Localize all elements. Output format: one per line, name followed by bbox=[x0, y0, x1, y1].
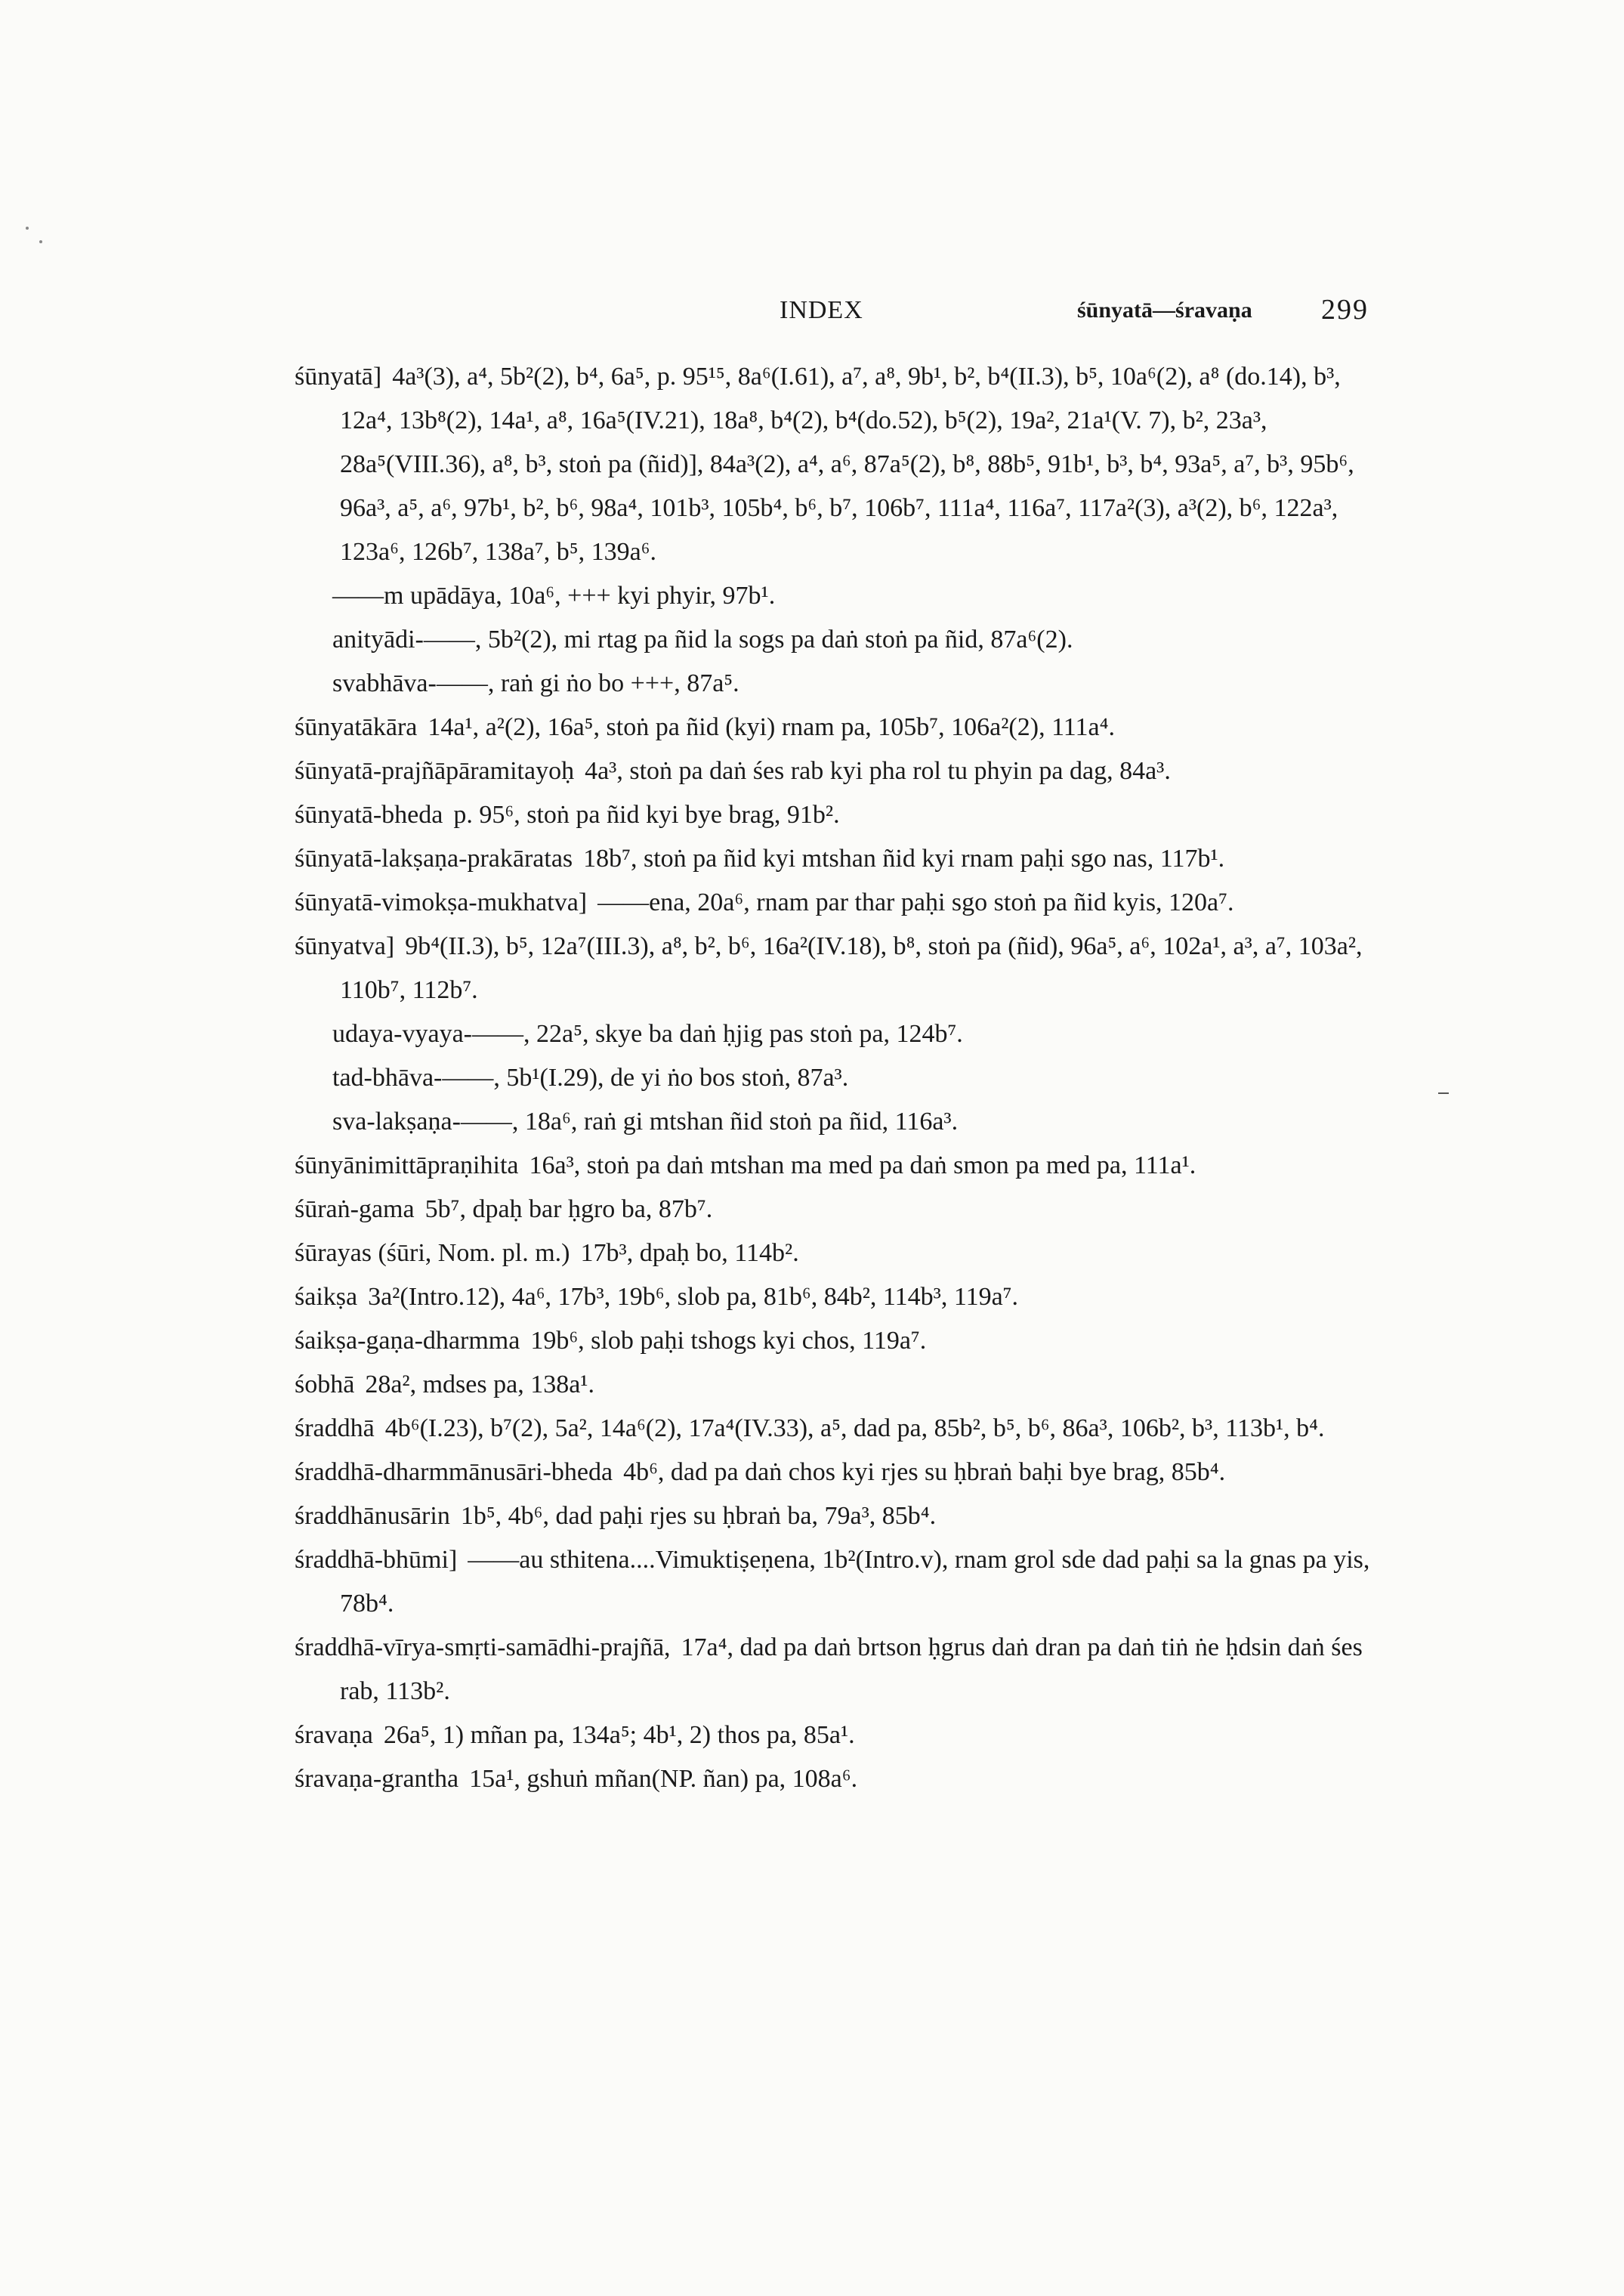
entry-references: ——au sthitena....Vimuktiṣeṇena, 1b²(Intro.v), rnam grol sde dad paḥi sa la gnas pa yis, 78b⁴. bbox=[340, 1546, 1370, 1618]
entry-references: 26a⁵, 1) mñan pa, 134a⁵; 4b¹, 2) thos pa, 85a¹. bbox=[383, 1721, 855, 1749]
entry-lemma: śūrayas (śūri, Nom. pl. m.) bbox=[295, 1239, 570, 1267]
entry-lemma: śūnyānimittāpraṇihita bbox=[295, 1151, 519, 1179]
index-subentry: sva-lakṣaṇa-——, 18a⁶, raṅ gi mtshan ñid stoṅ pa ñid, 116a³. bbox=[332, 1108, 959, 1136]
entry-lemma: śobhā bbox=[295, 1370, 355, 1398]
index-entry bbox=[295, 1319, 1397, 1363]
entry-references: ——ena, 20a⁶, rnam par thar paḥi sgo stoṅ pa ñid kyis, 120a⁷. bbox=[597, 888, 1234, 916]
entry-references: 28a², mdses pa, 138a¹. bbox=[365, 1370, 594, 1398]
index-entry bbox=[295, 1451, 1397, 1494]
entry-references: 4a³(3), a⁴, 5b²(2), b⁴, 6a⁵, p. 95¹⁵, 8a⁶(I.61), a⁷, a⁸, 9b¹, b², b⁴(II.3), b⁵, 10a⁶(2), a⁸ (do.14), b³, 12a⁴, 13b⁸(2), 14a¹, a⁸, 16a⁵(IV.21), 18a⁸, b⁴(2), b⁴(do.52), b⁵(2), 19a², 21a¹(V. 7), b², 23a³, 28a⁵(VIII.36), a⁸, b³, stoṅ pa (ñid)], 84a³(2), a⁴, a⁶, 87a⁵(2), b⁸, 88b⁵, 91b¹, b³, b⁴, 93a⁵, a⁷, b³, 95b⁶, 96a³, a⁵, a⁶, 97b¹, b², b⁶, 98a⁴, 101b³, 105b⁴, b⁶, b⁷, 106b⁷, 111a⁴, 116a⁷, 117a²(3), a³(2), b⁶, 122a³, 123a⁶, 126b⁷, 138a⁷, b⁵, 139a⁶. bbox=[340, 363, 1354, 566]
entry-references: 5b⁷, dpaḥ bar ḥgro ba, 87b⁷. bbox=[425, 1195, 713, 1223]
entry-references: 14a¹, a²(2), 16a⁵, stoṅ pa ñid (kyi) rnam pa, 105b⁷, 106a²(2), 111a⁴. bbox=[428, 713, 1115, 741]
index-entry bbox=[295, 706, 1397, 749]
index-subentry: ——m upādāya, 10a⁶, +++ kyi phyir, 97b¹. bbox=[332, 582, 776, 610]
index-subentry: tad-bhāva-——, 5b¹(I.29), de yi ṅo bos stoṅ, 87a³. bbox=[332, 1064, 849, 1092]
index-subentry: udaya-vyaya-——, 22a⁵, skye ba daṅ ḥjig pas stoṅ pa, 124b⁷. bbox=[332, 1020, 963, 1048]
entry-references: 4b⁶(I.23), b⁷(2), 5a², 14a⁶(2), 17a⁴(IV.33), a⁵, dad pa, 85b², b⁵, b⁶, 86a³, 106b², b³, 113b¹, b⁴. bbox=[384, 1414, 1325, 1442]
index-subentry: svabhāva-——, raṅ gi ṅo bo +++, 87a⁵. bbox=[332, 669, 739, 697]
index-entry bbox=[295, 1757, 1397, 1801]
entry-lemma: śravaṇa-grantha bbox=[295, 1765, 459, 1793]
entry-lemma: śravaṇa bbox=[295, 1721, 373, 1749]
index-entry bbox=[295, 749, 1397, 793]
index-entries bbox=[295, 355, 1397, 1801]
entry-lemma: śūraṅ-gama bbox=[295, 1195, 415, 1223]
index-entry bbox=[295, 1144, 1397, 1188]
index-entry bbox=[295, 1538, 1397, 1626]
entry-references: p. 95⁶, stoṅ pa ñid kyi bye brag, 91b². bbox=[453, 801, 840, 829]
entry-lemma: śraddhā bbox=[295, 1414, 375, 1442]
entry-references: 4a³, stoṅ pa daṅ śes rab kyi pha rol tu phyin pa dag, 84a³. bbox=[585, 757, 1171, 785]
entry-lemma: śūnyatā] bbox=[295, 363, 382, 391]
index-entry bbox=[295, 1231, 1397, 1275]
entry-lemma: śraddhā-bhūmi] bbox=[295, 1546, 458, 1574]
scan-speck bbox=[26, 227, 29, 230]
entry-references: 4b⁶, dad pa daṅ chos kyi rjes su ḥbraṅ baḥi bye brag, 85b⁴. bbox=[623, 1458, 1226, 1486]
entry-references: 9b⁴(II.3), b⁵, 12a⁷(III.3), a⁸, b², b⁶, 16a²(IV.18), b⁸, stoṅ pa (ñid), 96a⁵, a⁶, 102a¹, a³, a⁷, 103a², 110b⁷, 112b⁷. bbox=[340, 932, 1363, 1004]
index-entry bbox=[295, 1714, 1397, 1757]
entry-lemma: śūnyatākāra bbox=[295, 713, 418, 741]
index-entry bbox=[295, 925, 1397, 1012]
index-entry bbox=[295, 793, 1397, 837]
index-entry bbox=[295, 355, 1397, 574]
entry-lemma: śūnyatā-prajñāpāramitayoḥ bbox=[295, 757, 575, 785]
entry-references: 15a¹, gshuṅ mñan(NP. ñan) pa, 108a⁶. bbox=[469, 1765, 858, 1793]
entry-lemma: śraddhā-dharmmānusāri-bheda bbox=[295, 1458, 613, 1486]
index-entry bbox=[295, 1626, 1397, 1714]
running-title: INDEX bbox=[780, 296, 863, 324]
margin-dash-mark bbox=[1438, 1092, 1449, 1094]
entry-references: 19b⁶, slob paḥi tshogs kyi chos, 119a⁷. bbox=[530, 1327, 927, 1355]
entry-lemma: śūnyatā-vimokṣa-mukhatva] bbox=[295, 888, 588, 916]
index-entry bbox=[295, 1494, 1397, 1538]
page-number: 299 bbox=[1321, 294, 1369, 326]
scan-speck bbox=[39, 240, 42, 243]
index-entry bbox=[295, 837, 1397, 881]
entry-lemma: śaikṣa bbox=[295, 1283, 358, 1311]
entry-references: 18b⁷, stoṅ pa ñid kyi mtshan ñid kyi rnam paḥi sgo nas, 117b¹. bbox=[583, 845, 1225, 873]
entry-lemma: śūnyatā-lakṣaṇa-prakāratas bbox=[295, 845, 573, 873]
entry-references: 17a⁴, dad pa daṅ brtson ḥgrus daṅ dran pa daṅ tiṅ ṅe ḥdsin daṅ śes rab, 113b². bbox=[340, 1633, 1363, 1705]
entry-lemma: śraddhā-vīrya-smṛti-samādhi-prajñā, bbox=[295, 1633, 671, 1661]
index-subentry: anityādi-——, 5b²(2), mi rtag pa ñid la sogs pa daṅ stoṅ pa ñid, 87a⁶(2). bbox=[332, 626, 1073, 654]
entry-references: 17b³, dpaḥ bo, 114b². bbox=[580, 1239, 799, 1267]
index-entry bbox=[295, 1275, 1397, 1319]
index-entry bbox=[295, 1407, 1397, 1451]
entry-range: śūnyatā—śravaṇa bbox=[1077, 298, 1252, 323]
index-entry bbox=[295, 1188, 1397, 1231]
entry-lemma: śūnyatva] bbox=[295, 932, 395, 960]
entry-references: 16a³, stoṅ pa daṅ mtshan ma med pa daṅ smon pa med pa, 111a¹. bbox=[529, 1151, 1196, 1179]
index-entry bbox=[295, 1363, 1397, 1407]
page-header bbox=[295, 296, 1397, 332]
entry-lemma: śūnyatā-bheda bbox=[295, 801, 443, 829]
index-entry bbox=[295, 881, 1397, 925]
entry-references: 3a²(Intro.12), 4a⁶, 17b³, 19b⁶, slob pa, 81b⁶, 84b², 114b³, 119a⁷. bbox=[368, 1283, 1019, 1311]
entry-lemma: śraddhānusārin bbox=[295, 1502, 450, 1530]
entry-references: 1b⁵, 4b⁶, dad paḥi rjes su ḥbraṅ ba, 79a³, 85b⁴. bbox=[460, 1502, 937, 1530]
entry-lemma: śaikṣa-gaṇa-dharmma bbox=[295, 1327, 520, 1355]
